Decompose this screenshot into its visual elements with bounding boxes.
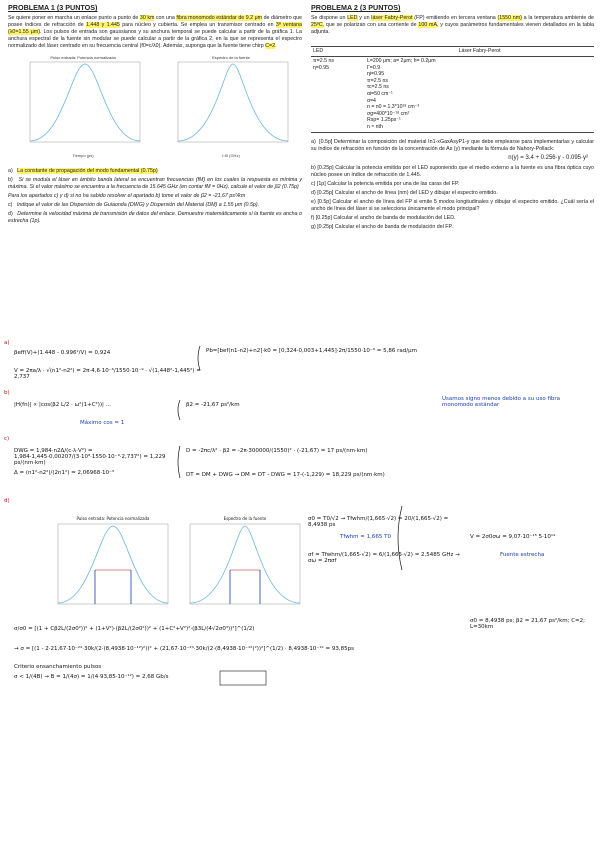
p1-question-d: d) Determine la velocidad máxima de transmisión de datos del enlace. Demuestre matemáticamente si la fuente es ancha o estrecha (1p). [8,211,302,225]
plot2-svg [170,60,292,152]
problem2-intro-run: 100 mA [418,22,437,29]
p2-question-text: [0.25p] Calcular el ancho de banda de modulación del FP. [317,224,453,231]
hw-c3: DT = DM + DWG → DM = DT - DWG = 17-(-1,229) = 18,229 ps/(nm·km) [186,472,385,478]
fp-param: σg=400*10⁻¹⁸ cm² [367,110,410,117]
problem2-intro-run: , que se polarizan con una corriente de [322,22,419,29]
hw-d1: σ0 = T0/√2 → Tfwhm/(1,665·√2) = 20/(1,665·√2) = 8,4938 ps [308,516,449,528]
plot1-svg [22,60,144,152]
hw-a2: V = 2πa/λ · √(n1²-n2²) = 2π·4,6·10⁻⁶/1550·10⁻⁹ · √(1,448²-1,445²) = 2,737 [14,368,201,380]
p2-question [311,190,594,197]
hw-d3-right: σ0 = 8,4938 ps; β2 = 21,67 ps²/km; C=2; L=30km [470,618,586,630]
problem2-intro-run: , y cuyos parámetros fundamentales vienen detallados en la tabla adjunta. [311,22,594,36]
handwritten-solutions [0,338,600,848]
problem1-intro-run: con una [154,15,177,22]
problem2-intro-run: (1550 nm) [497,15,522,22]
plot1-xlabel: Tiempo (ps) [72,152,94,158]
hw-c1: DWG = 1,984·n2Δ/(c·λ·V²) = 1,984·1,445·0,00207/(3·10⁸·1550·10⁻⁹·2,737²) = 1,229 ps/(nm·km) [14,448,166,466]
problem1-intro [8,15,302,50]
plot2-title: Espectro de la fuente [212,54,250,60]
plot2-xlabel: f-f0 (GHz) [222,152,240,158]
problem2-intro-run: 25ºC [311,22,323,29]
problem2-column [311,0,594,234]
p1-note-bc: Para los apartados c) y d) si no ha sabido resolver el apartado b) tome el valor de β2 = -21,67 ps²/km [8,192,246,199]
plot1-title: Pulso entrada: Potencia normalizada [50,54,116,60]
hw-b1-right: β2 = -21,67 ps²/km [186,402,240,408]
problem2-intro-run: láser Fabry-Perot [371,15,413,22]
led-param: τr=2.5 ns [313,57,334,64]
fp-param: n ≈ nth [367,123,383,130]
p1-question-a: a) La constante de propagación del modo fundamental (0.75p) [8,167,158,174]
p2-question [311,224,594,231]
hw-c1-right: D = -2πc/λ² · β2 = -2π·300000/(1550)² · (-21,67) = 17 ps/(nm·km) [186,448,368,454]
problem2-intro [311,15,594,36]
problem1-intro-run: C=2 [265,43,276,50]
fp-param: αi=50 cm⁻¹ [367,90,393,97]
hw-label-a: a) [4,340,10,346]
p2-question-text: [1p] Calcular la potencia emitida por una de las caras del FP. [316,180,460,187]
problem2-intro-run: Se dispone un [311,15,348,22]
hw-d2: σf = Tfwhm/(1,665·√2) = 6/(1,665·√2) = 2,5485 GHz → σω = 2πσf [308,552,460,564]
hw-label-d: d) [4,498,10,504]
problem1-intro-run: 3ª ventana (λ0=1.55 μm) [8,22,302,36]
table-head-fp: Láser Fabry-Perot [365,47,594,57]
led-param: η=0.95 [313,64,330,71]
p2-question-label: f) [311,215,316,222]
p2-question [311,181,594,188]
hw-c2: Δ = (n1²-n2²)/(2n1²) = 2,06968·10⁻³ [14,470,115,476]
fp-param: τc=2.5 ns [367,84,389,91]
fp-param: τr=2.5 ns [367,77,388,84]
problem1-questions [8,168,302,226]
hw-d3: σ/σ0 = [(1 + Cβ2L/(2σ0²))² + (1+V²)·(β2L/(2σ0²))² + (1+C²+V²)²·(β3L/(4√2σ0³))²]^(1/2) [14,626,255,632]
problem2-intro-run: a la temperatura ambiente de [521,15,594,22]
fp-params [365,56,594,132]
problem2-intro-run: (FP) emitiendo en tercera ventana [412,15,498,22]
p2-question-label: g) [311,224,318,231]
fp-param: Rsp= 1.25ps⁻¹ [367,117,401,124]
p1-question-c: c) Indique el valor de las Dispersión de Guiaonda (DWG) y Dispersión del Material (DM) a 1.55 μm (0.5p). [8,201,260,208]
hw-d4: → σ = [(1 - 2·21,67·10⁻²⁴·30k/(2·(8,4938·10⁻¹²)²))² + (21,67·10⁻²⁴·30k/(2·(8,4938·10⁻¹²)²))²]^(1/2) · 8,4938·10⁻¹² = 93,85ps [14,646,354,652]
problem1-intro-run: fibra monomodo estándar de 9.2 μm [176,15,263,22]
problem1-plots [22,54,302,164]
p2-question-label: c) [311,180,317,187]
problem1-title: PROBLEMA 1 (3 PUNTOS) [8,3,98,12]
problem1-intro-run: Se quiere poner en marcha un enlace punto a punto de [8,15,140,22]
hw-label-b: b) [4,390,10,396]
fp-param: α=4 [367,97,376,104]
problem1-intro-run: para núcleo y cubierta. Se emplea un transmisor centrado en [119,22,276,29]
p2-question [311,199,594,213]
hw-a1: βeff(V)+(1.448 - 0.996²/V) = 0,924 [14,350,111,356]
table-head-led: LED [311,47,365,57]
hw-d5: Criterio ensanchamiento pulsos [14,664,102,670]
led-params [311,56,365,132]
p2-question-label: d) [311,190,318,197]
p2-question [311,215,594,222]
problem2-title: PROBLEMA 2 (3 PUNTOS) [311,3,401,12]
problem2-intro-run: y un [357,15,372,22]
fp-param: ηi=0.95 [367,71,385,78]
fp-param: L=200 μm; a= 2μm; h= 0.2μm [367,57,436,64]
hw-b2: Máximo cos = 1 [80,420,125,426]
nahory-pollack-formula: n(y) = 3.4 + 0.256·y - 0.095·y² [508,154,588,161]
hw-d6: σ < 1/(4B) → B = 1/(4σ) = 1/(4·93,85·10⁻¹²) = 2,68 Gb/s [14,674,169,680]
hw-d-right-note: Fuente estrecha [500,552,545,558]
p2-question-label: b) [311,164,318,171]
problem2-intro-run: LED [347,15,358,22]
problem1-intro-run: 1.448 y 1.445 [86,22,120,29]
p2-question-text: [0.5p] Calcular el ancho de línea del FP si emite 5 modos longitudinales y dibujar el espectro emitido. ¿Cuál sería el ancho de línea del láser si se selecciona únicamente el modo principal? [311,199,594,213]
p2-question [311,165,594,179]
p1-question-b: b) Si se modula el láser en ámbito banda lateral se encuentran frecuencias (fM) en los cuales la respuesta es mínima y máxima. Si el valor máximo se encuentra a la frecuencia de 15.645 GHz (en contar fM = 0Hz), calcule el valor de β2 (0.75p) [8,176,302,190]
hw-label-c: c) [4,436,10,442]
p2-question-label: e) [311,199,318,206]
problem1-intro-run: . Los pulsos de entrada son gaussianos y su anchura temporal se puede calcular a partir de la gráfica 1. La anchura espectral de la fuente sin modular se puede calcular a partir de la gráfica 2, en la que se representa el espectro normalizado del láser centrado en su frecuencia central (f0=c/λ0). Además, suponga que la fuente tiene chirp [8,29,302,50]
problem1-column [8,0,302,227]
hw-d-right: V = 2σ0σω = 9,07·10⁻¹⁵ 5·10¹⁴ [470,534,556,540]
p2-question-text: [0.25p] Calcular el ancho de banda de modulación del LED. [315,215,456,222]
p2-question-a: a) [0.5p] Determinar la composición del material In1-xGaxAsyP1-y que debe emplearse para implementarlas y calcular su índice de refracción en función de la concentración de As (y) mediante la fórmula de Nahory-Pollack: [311,138,594,152]
hw-d-plot1-title: Pulso entrada: Potencia normalizada [76,516,150,521]
plot-input-pulse [22,54,144,164]
problem1-intro-run: 30 km [139,15,155,22]
fp-param: Γ=0.9 [367,64,381,71]
hw-d-plot2-title: Espectro de la fuente [223,516,267,521]
problem1-intro-run: . [275,43,277,50]
p2-question-text: [0.25p] Calcular el ancho de línea (nm) del LED y dibujar el espectro emitido. [317,190,498,197]
problem1-intro-run: de diámetro que posee índices de refracción de [8,15,302,29]
hw-a1-right: Pb=[bef(n1-n2)+n2]·k0 = [0,324·0,003+1,445]·2π/1550·10⁻⁹ = 5,86 rad/μm [206,348,417,354]
p2-question-list [311,165,594,232]
hw-d1-note: Tfwhm = 1,665 T0 [340,534,391,540]
p2-question-text: [0.25p] Calcular la potencia emitida por el LED suponiendo que el medio externo a la fuente es una fibra óptica cuyo núcleo posee un índice de refracción de 1.445. [311,164,595,178]
problem2-questions [311,139,594,232]
fp-param: n = n0 = 1.3*10¹⁸ cm⁻³ [367,104,420,111]
hw-b1: |H(fn)| ∝ |cos(β2 L/2 · ω²(1+C²))| ... [14,402,111,408]
hw-b1-note: Usamos signo menos debido a su uso fibra monomodo estándar [442,396,561,408]
plot-source-spectrum [170,54,292,164]
parameters-table [311,46,594,132]
